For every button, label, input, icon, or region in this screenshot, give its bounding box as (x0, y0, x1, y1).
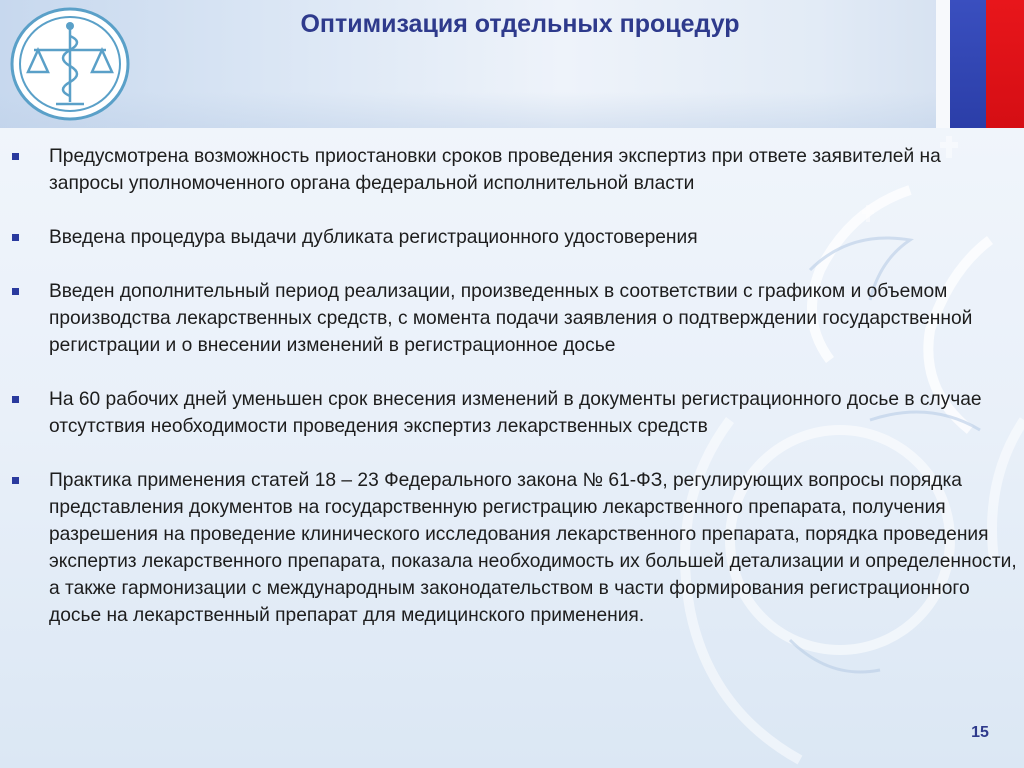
bullet-item (12, 224, 1017, 251)
bullet-list (12, 143, 1017, 656)
square-bullet-icon (12, 396, 19, 403)
square-bullet-icon (12, 477, 19, 484)
flag-blue-stripe (950, 0, 986, 128)
scales-and-serpent-emblem-icon (8, 6, 132, 122)
bullet-text: Введена процедура выдачи дубликата регистрационного удостоверения (49, 227, 698, 248)
bullet-item (12, 467, 1017, 629)
flag-red-stripe (986, 0, 1024, 128)
bullet-item (12, 143, 1017, 197)
bullet-item (12, 386, 1017, 440)
page-number: 15 (971, 724, 989, 741)
bullet-item (12, 278, 1017, 359)
bullet-text: На 60 рабочих дней уменьшен срок внесения изменений в документы регистрационного досье в случае отсутствия необходимости проведения экспертиз лекарственных средств (49, 389, 982, 437)
russian-flag-icon (936, 0, 950, 128)
bullet-text: Введен дополнительный период реализации, произведенных в соответствии с графиком и объемом производства лекарственных средств, с момента подачи заявления о подтверждении государственной регистрации и о внесении изменений в регистрационное досье (49, 281, 973, 356)
bullet-text: Предусмотрена возможность приостановки сроков проведения экспертиз при ответе заявителей на запросы уполномоченного органа федеральной исполнительной власти (49, 146, 941, 194)
square-bullet-icon (12, 288, 19, 295)
square-bullet-icon (12, 234, 19, 241)
slide-title: Оптимизация отдельных процедур (300, 10, 740, 38)
bullet-text: Практика применения статей 18 – 23 Федерального закона № 61-ФЗ, регулирующих вопросы порядка представления документов на государственную регистрацию лекарственного препарата, получения разрешения на проведение клинического исследования лекарственного препарата, порядка проведения экспертиз лекарственного препарата, показала необходимость их большей детализации и определенности, а также гармонизации с международным законодательством в части формирования регистрационного досье на лекарственный препарат для медицинского применения. (49, 470, 1017, 626)
square-bullet-icon (12, 153, 19, 160)
